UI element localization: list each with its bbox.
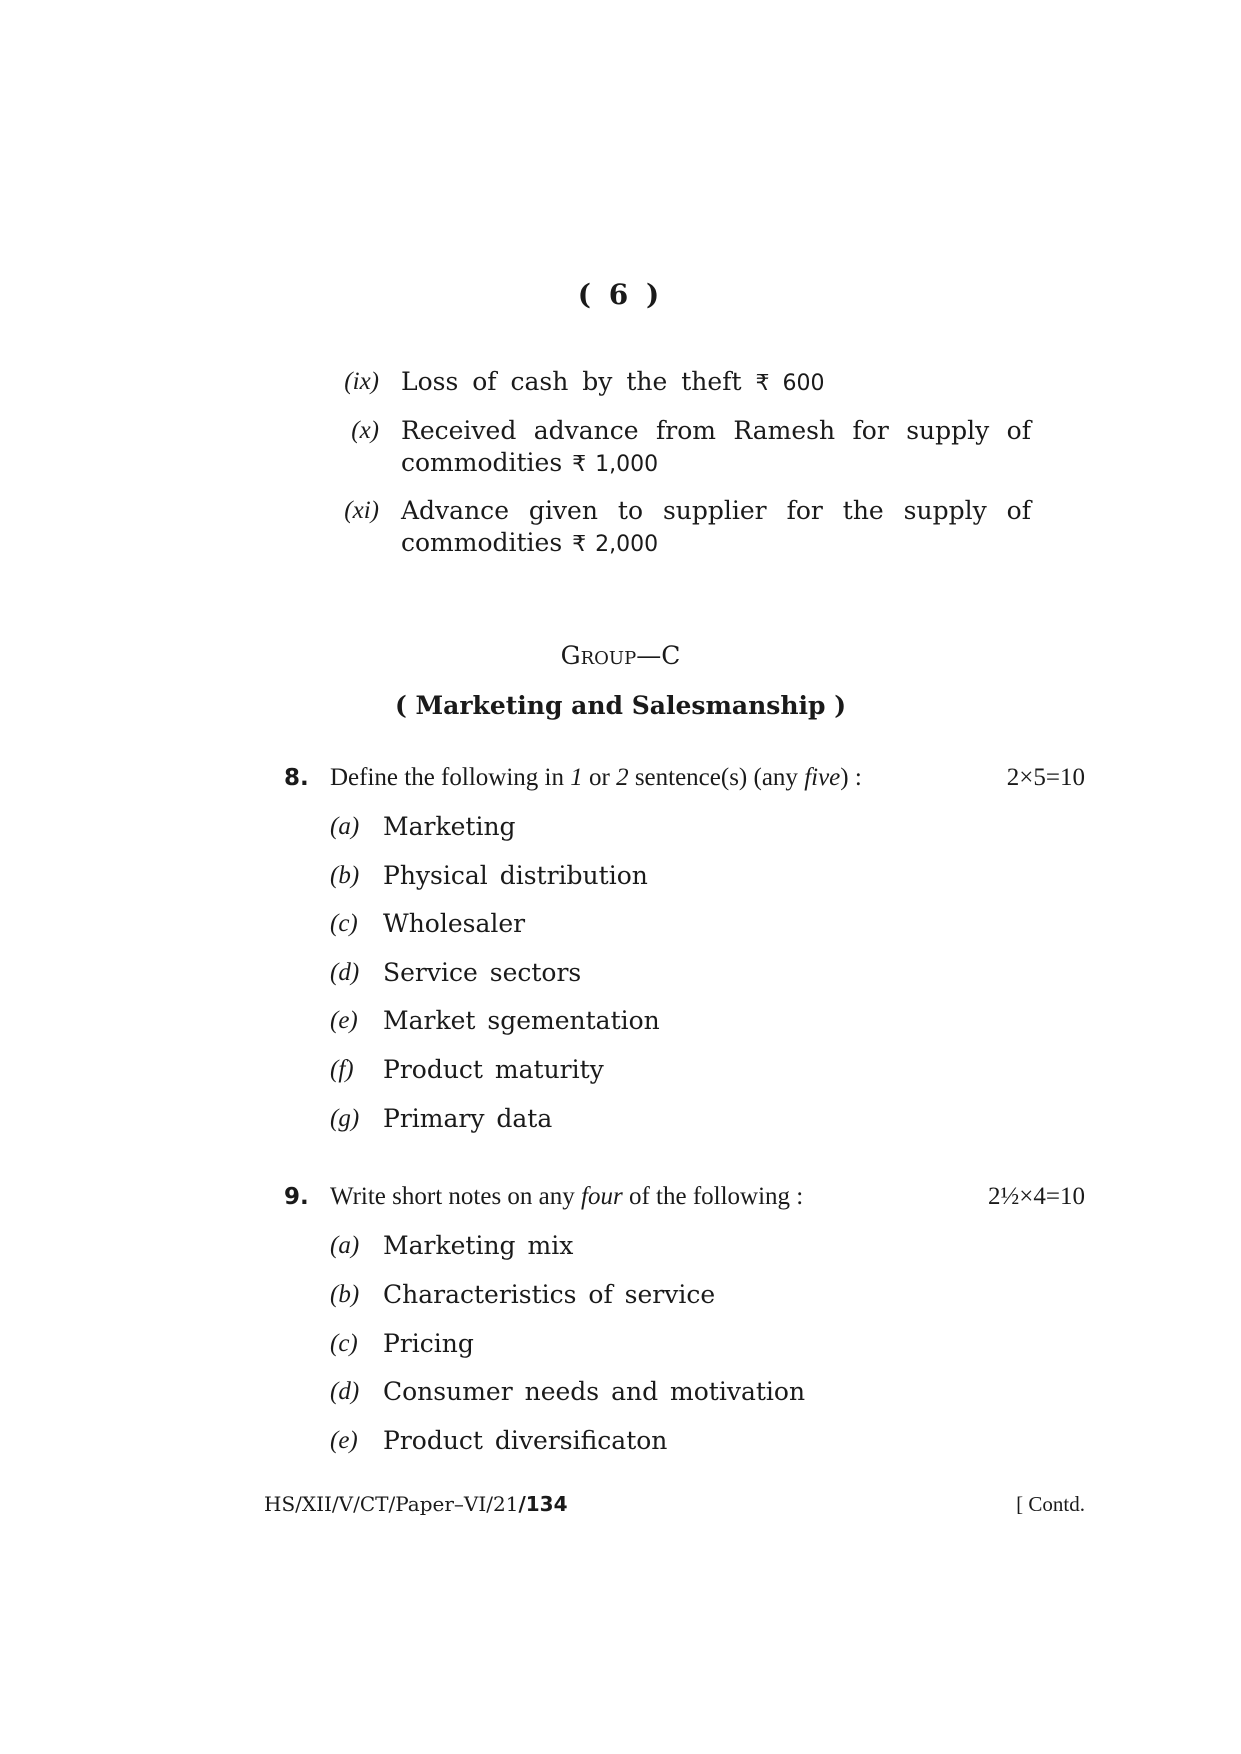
item-number: (ix) <box>344 368 379 395</box>
option-letter: (e) <box>330 1007 358 1034</box>
option-letter: (f) <box>330 1056 354 1083</box>
option-letter: (d) <box>330 1378 360 1405</box>
item-number: (xi) <box>344 497 379 524</box>
option-text: Characteristics of service <box>383 1280 716 1309</box>
option-text: Marketing <box>383 812 516 841</box>
question-text <box>330 762 862 794</box>
question-text-part: sentence(s) (any <box>628 764 805 791</box>
item-text-line1: Loss of cash by the theft <box>401 367 742 396</box>
option-letter: (e) <box>330 1427 358 1454</box>
page-number: ( 6 ) <box>577 278 664 311</box>
option-text: Pricing <box>383 1329 474 1358</box>
paper-code-prefix: HS/XII/V/CT/Paper–VI/21 <box>264 1492 519 1516</box>
option-text: Physical distribution <box>383 861 648 890</box>
item-text <box>401 366 1031 400</box>
paper-code <box>264 1492 568 1516</box>
question-text-part: or <box>582 764 617 791</box>
question-number: 8. <box>284 765 309 791</box>
question-text-emphasis: 1 <box>570 764 583 791</box>
item-amount: ₹ 600 <box>755 371 825 396</box>
option-letter: (c) <box>330 1330 358 1357</box>
item-text-line2: commodities <box>401 448 563 477</box>
option-letter: (d) <box>330 959 360 986</box>
question-text-part: of the following : <box>622 1183 804 1210</box>
option-text: Product maturity <box>383 1055 604 1084</box>
paper-code-number: /134 <box>518 1492 568 1516</box>
option-text: Service sectors <box>383 958 582 987</box>
option-text: Marketing mix <box>383 1231 574 1260</box>
item-amount: ₹ 1,000 <box>572 452 659 477</box>
question-text-part: Define the following in <box>330 764 571 791</box>
continued-label: [ Contd. <box>1016 1492 1085 1516</box>
option-text: Consumer needs and motivation <box>383 1377 806 1406</box>
question-marks: 2×5=10 <box>1006 764 1085 791</box>
option-text: Primary data <box>383 1104 553 1133</box>
question-text-part: Write short notes on any <box>330 1183 582 1210</box>
option-letter: (a) <box>330 1232 360 1259</box>
option-text: Wholesaler <box>383 909 526 938</box>
item-text-line1: Received advance from Ramesh for supply of <box>401 416 1031 445</box>
question-number: 9. <box>284 1184 309 1210</box>
question-marks: 2½×4=10 <box>988 1183 1085 1210</box>
section-title: ( Marketing and Salesmanship ) <box>394 691 847 720</box>
group-heading: Group—C <box>560 641 681 670</box>
question-text-emphasis: five <box>804 764 841 791</box>
question-text-emphasis: four <box>581 1183 623 1210</box>
option-letter: (b) <box>330 1281 360 1308</box>
item-amount: ₹ 2,000 <box>572 532 659 557</box>
option-letter: (b) <box>330 862 360 889</box>
option-text: Market sgementation <box>383 1006 660 1035</box>
option-letter: (c) <box>330 910 358 937</box>
item-text-line2: commodities <box>401 528 563 557</box>
item-text <box>401 415 1031 481</box>
item-number: (x) <box>351 417 379 444</box>
item-text <box>401 495 1031 561</box>
question-text-emphasis: 2 <box>616 764 629 791</box>
question-text-part: ) : <box>840 764 862 791</box>
option-letter: (a) <box>330 813 360 840</box>
item-text-line1: Advance given to supplier for the supply of <box>401 496 1031 525</box>
question-text <box>330 1181 803 1213</box>
option-letter: (g) <box>330 1105 360 1132</box>
option-text: Product diversificaton <box>383 1426 668 1455</box>
